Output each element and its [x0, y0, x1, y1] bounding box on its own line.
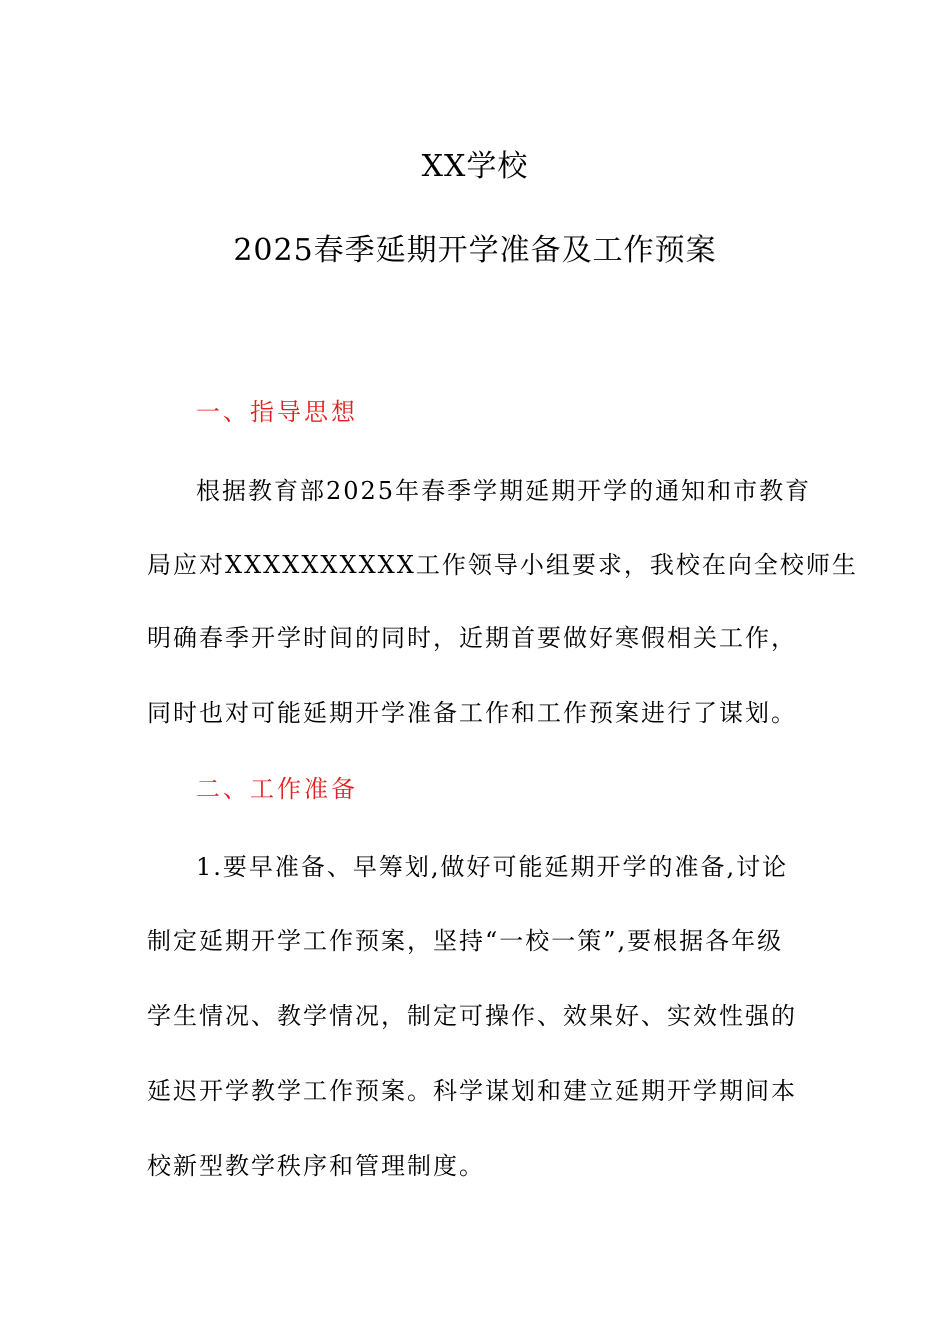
paragraph-line: 制定延期开学工作预案，坚持“一校一策”,要根据各年级	[147, 927, 784, 955]
paragraph-line: 局应对XXXXXXXXXX工作领导小组要求，我校在向全校师生	[147, 551, 858, 579]
section-heading-guiding-ideology: 一、指导思想	[196, 398, 358, 426]
paragraph-line: 同时也对可能延期开学准备工作和工作预案进行了谋划。	[147, 699, 797, 727]
paragraph-line: 校新型教学秩序和管理制度。	[147, 1152, 485, 1180]
paragraph-line: 明确春季开学时间的同时，近期首要做好寒假相关工作，	[147, 624, 797, 652]
document-title-school: XX学校	[421, 149, 529, 184]
paragraph-line: 1.要早准备、早筹划,做好可能延期开学的准备,讨论	[196, 853, 789, 881]
paragraph-line: 延迟开学教学工作预案。科学谋划和建立延期开学期间本	[147, 1077, 797, 1105]
paragraph-line: 根据教育部2025年春季学期延期开学的通知和市教育	[196, 477, 812, 505]
document-title: 2025春季延期开学准备及工作预案	[233, 233, 717, 268]
paragraph-line: 学生情况、教学情况，制定可操作、效果好、实效性强的	[147, 1002, 797, 1030]
section-heading-work-preparation: 二、工作准备	[196, 775, 358, 803]
